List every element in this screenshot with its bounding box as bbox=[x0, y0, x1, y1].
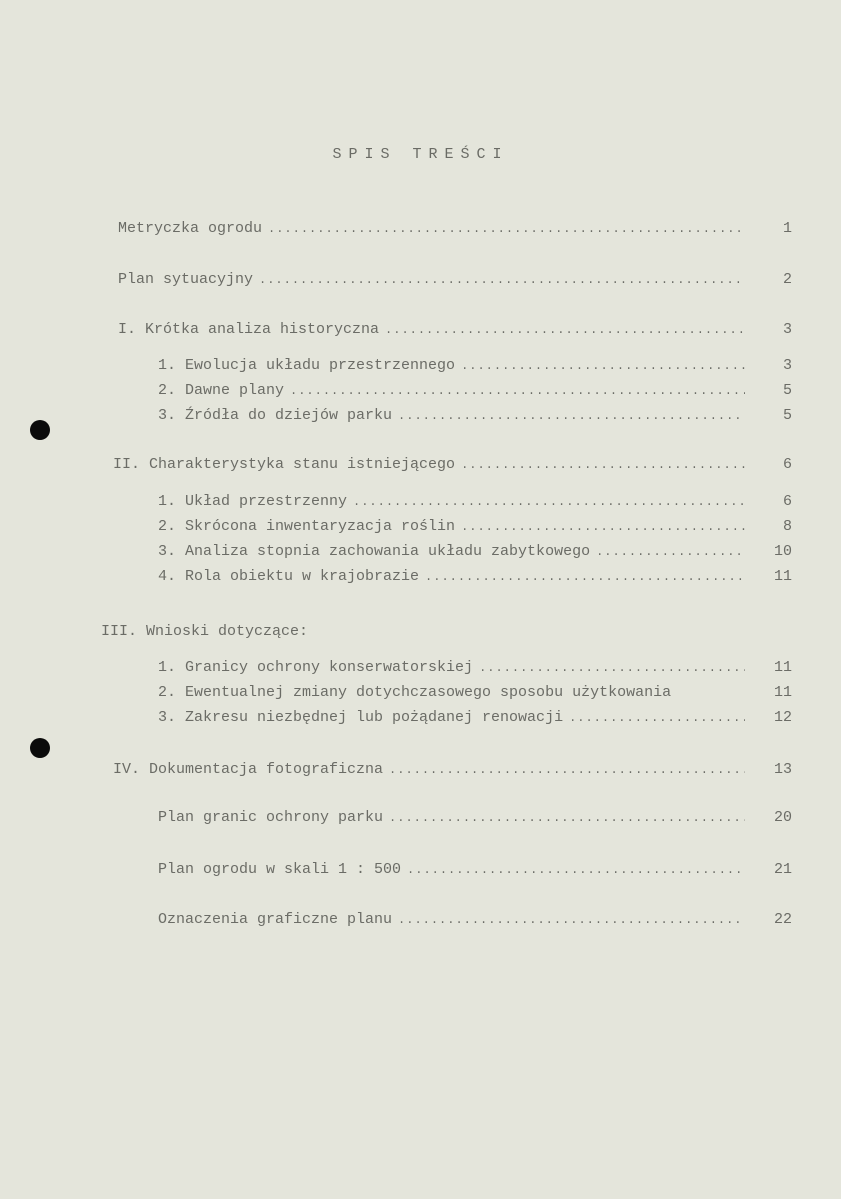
punch-hole bbox=[30, 738, 50, 758]
toc-entry-label: IV. Dokumentacja fotograficzna bbox=[113, 761, 384, 778]
toc-entry-page: 5 bbox=[782, 382, 792, 399]
toc-entry bbox=[158, 567, 745, 587]
toc-entry bbox=[158, 381, 745, 401]
toc-entry-label: 1. Granicy ochrony konserwatorskiej bbox=[158, 659, 474, 676]
toc-entry-label: 2. Ewentualnej zmiany dotychczasowego sposobu użytkowania bbox=[158, 684, 672, 701]
toc-entry-page: 13 bbox=[773, 761, 792, 778]
toc-entry-page: 2 bbox=[782, 271, 792, 288]
toc-entry-page: 3 bbox=[782, 321, 792, 338]
dot-leader bbox=[596, 542, 745, 562]
toc-entry-label: Plan ogrodu w skali 1 : 500 bbox=[158, 861, 402, 878]
toc-entry bbox=[158, 406, 745, 426]
dot-leader bbox=[461, 356, 745, 376]
toc-entry-label: III. Wnioski dotyczące: bbox=[101, 623, 309, 640]
toc-entry-label: 3. Źródła do dziejów parku bbox=[158, 407, 393, 424]
toc-entry bbox=[158, 356, 745, 376]
toc-entry bbox=[158, 808, 745, 828]
dot-leader bbox=[398, 910, 745, 930]
toc-entry-page: 11 bbox=[773, 568, 792, 585]
toc-entry-page: 6 bbox=[782, 493, 792, 510]
toc-entry-label: I. Krótka analiza historyczna bbox=[118, 321, 380, 338]
toc-entry-page: 3 bbox=[782, 357, 792, 374]
dot-leader bbox=[425, 567, 745, 587]
toc-entry-label: 4. Rola obiektu w krajobrazie bbox=[158, 568, 420, 585]
toc-entry bbox=[113, 455, 745, 475]
dot-leader bbox=[259, 270, 745, 290]
page-title: SPIS TREŚCI bbox=[332, 146, 509, 163]
dot-leader bbox=[461, 517, 745, 537]
toc-entry bbox=[101, 622, 745, 642]
toc-entry-page: 11 bbox=[773, 659, 792, 676]
dot-leader bbox=[479, 658, 745, 678]
toc-entry bbox=[158, 708, 745, 728]
dot-leader bbox=[461, 455, 745, 475]
dot-leader bbox=[268, 219, 745, 239]
toc-entry-label: 2. Dawne plany bbox=[158, 382, 285, 399]
toc-entry-page: 11 bbox=[773, 684, 792, 701]
toc-entry bbox=[158, 542, 745, 562]
toc-entry bbox=[118, 320, 745, 340]
toc-entry-page: 6 bbox=[782, 456, 792, 473]
toc-entry bbox=[158, 860, 745, 880]
toc-entry-page: 12 bbox=[773, 709, 792, 726]
toc-entry bbox=[158, 683, 745, 703]
toc-entry-page: 10 bbox=[773, 543, 792, 560]
dot-leader bbox=[385, 320, 745, 340]
dot-leader bbox=[290, 381, 745, 401]
toc-entry-page: 20 bbox=[773, 809, 792, 826]
toc-entry-page: 22 bbox=[773, 911, 792, 928]
toc-entry-label: 2. Skrócona inwentaryzacja roślin bbox=[158, 518, 456, 535]
toc-entry bbox=[113, 760, 745, 780]
toc-entry-label: 1. Ewolucja układu przestrzennego bbox=[158, 357, 456, 374]
toc-entry-label: II. Charakterystyka stanu istniejącego bbox=[113, 456, 456, 473]
dot-leader bbox=[353, 492, 745, 512]
dot-leader bbox=[389, 760, 745, 780]
toc-entry-page: 8 bbox=[782, 518, 792, 535]
toc-entry-label: 3. Analiza stopnia zachowania układu zabytkowego bbox=[158, 543, 591, 560]
dot-leader bbox=[398, 406, 745, 426]
toc-entry-label: Oznaczenia graficzne planu bbox=[158, 911, 393, 928]
toc-entry-page: 21 bbox=[773, 861, 792, 878]
toc-entry-label: Plan sytuacyjny bbox=[118, 271, 254, 288]
toc-entry-label: 3. Zakresu niezbędnej lub pożądanej renowacji bbox=[158, 709, 564, 726]
toc-entry bbox=[158, 492, 745, 512]
toc-entry-label: Plan granic ochrony parku bbox=[158, 809, 384, 826]
dot-leader bbox=[569, 708, 745, 728]
toc-entry-label: 1. Układ przestrzenny bbox=[158, 493, 348, 510]
dot-leader bbox=[389, 808, 745, 828]
dot-leader bbox=[407, 860, 745, 880]
toc-entry-page: 5 bbox=[782, 407, 792, 424]
toc-entry bbox=[118, 270, 745, 290]
toc-entry bbox=[118, 219, 745, 239]
toc-entry-label: Metryczka ogrodu bbox=[118, 220, 263, 237]
toc-entry bbox=[158, 910, 745, 930]
toc-entry bbox=[158, 517, 745, 537]
punch-hole bbox=[30, 420, 50, 440]
toc-entry-page: 1 bbox=[782, 220, 792, 237]
toc-entry bbox=[158, 658, 745, 678]
